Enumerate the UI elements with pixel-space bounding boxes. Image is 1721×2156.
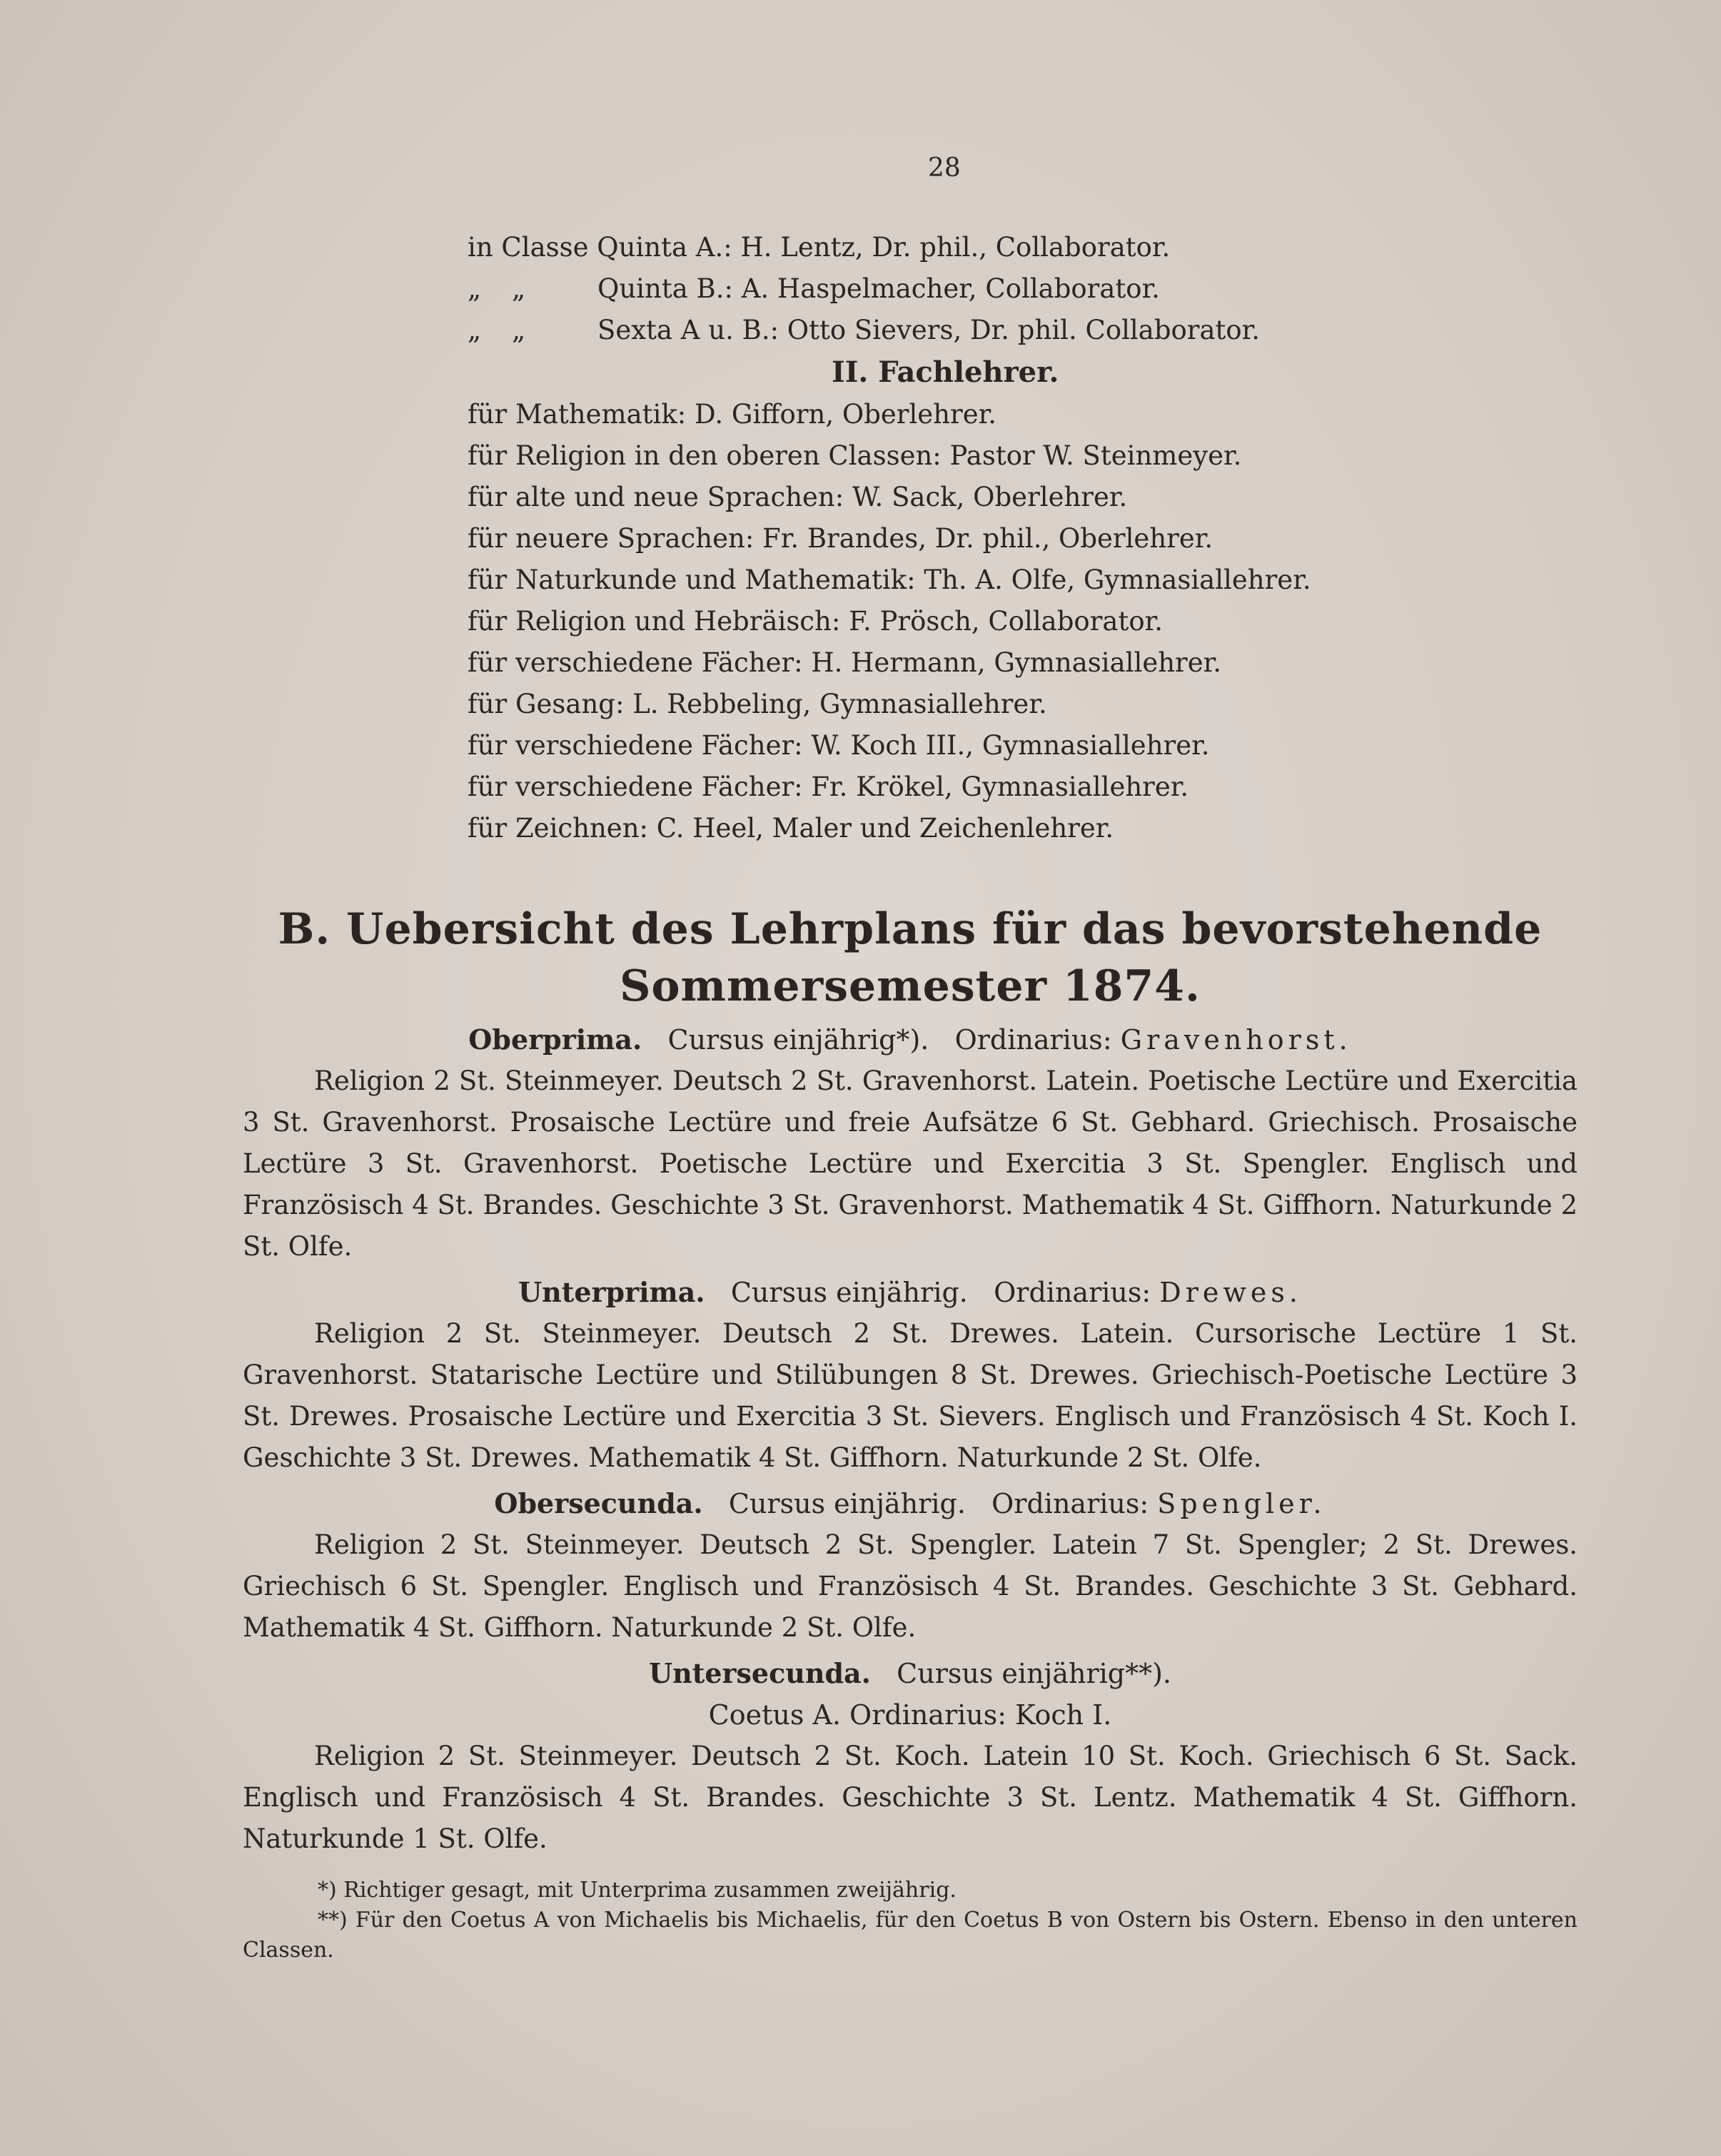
course-name: Oberprima.	[468, 1023, 642, 1056]
ordinarius-label: Ordinarius:	[954, 1024, 1112, 1056]
teacher-line: für verschiedene Fächer: W. Koch III., Gymnasiallehrer.	[468, 730, 1210, 761]
staff-text: Quinta A.: H. Lentz, Dr. phil., Collaborator.	[597, 232, 1171, 263]
course-heading	[243, 1272, 1578, 1313]
teacher-line: für neuere Sprachen: Fr. Brandes, Dr. phil., Oberlehrer.	[468, 523, 1213, 554]
ordinarius-name: Drewes.	[1159, 1277, 1302, 1308]
course-heading	[243, 1653, 1578, 1694]
footnote: *) Richtiger gesagt, mit Unterprima zusammen zweijährig.	[318, 1878, 957, 1903]
teacher-line: für Mathematik: D. Gifforn, Oberlehrer.	[468, 399, 996, 430]
footnote: **) Für den Coetus A von Michaelis bis Michaelis, für den Coetus B von Ostern bis Ostern. Ebenso in den unteren Classen.	[243, 1908, 1578, 1963]
teacher-line: für Religion und Hebräisch: F. Prösch, Collaborator.	[468, 606, 1163, 637]
ditto-mark: „	[512, 273, 526, 304]
section-title: Sommersemester 1874.	[620, 961, 1201, 1011]
course-info: Cursus einjährig.	[728, 1488, 966, 1519]
staff-text: Quinta B.: A. Haspelmacher, Collaborator.	[597, 273, 1160, 304]
course-heading	[243, 1019, 1578, 1061]
course-name: Untersecunda.	[649, 1657, 871, 1689]
staff-line	[468, 227, 1467, 268]
ditto-mark: „	[468, 315, 482, 345]
subsection-heading: II. Fachlehrer.	[832, 355, 1059, 389]
staff-list	[468, 227, 1467, 849]
course-name: Obersecunda.	[494, 1487, 703, 1519]
teacher-line: für alte und neue Sprachen: W. Sack, Oberlehrer.	[468, 482, 1128, 512]
page-number: 28	[928, 153, 961, 183]
course-text: Religion 2 St. Steinmeyer. Deutsch 2 St. Spengler. Latein 7 St. Spengler; 2 St. Drewes. Griechisch 6 St. Spengler. Englisch und Französisch 4 St. Brandes. Geschichte 3 St. Gebhard. Mathematik 4 St. Giffhorn. Naturkunde 2 St. Olfe.	[243, 1529, 1578, 1643]
ditto-mark: „	[468, 273, 482, 304]
ditto-mark: „	[512, 315, 526, 345]
teacher-line: für verschiedene Fächer: Fr. Krökel, Gymnasiallehrer.	[468, 771, 1189, 802]
course-name: Unterprima.	[518, 1276, 705, 1308]
teacher-line: für verschiedene Fächer: H. Hermann, Gymnasiallehrer.	[468, 647, 1222, 678]
teacher-line: für Religion in den oberen Classen: Pastor W. Steinmeyer.	[468, 440, 1242, 471]
course-text: Religion 2 St. Steinmeyer. Deutsch 2 St. Drewes. Latein. Cursorische Lectüre 1 St. Gravenhorst. Statarische Lectüre und Stilübungen 8 St. Drewes. Griechisch-Poetische Lectüre 3 St. Drewes. Prosaische Lectüre und Exercitia 3 St. Sievers. Englisch und Französisch 4 St. Koch I. Geschichte 3 St. Drewes. Mathematik 4 St. Giffhorn. Naturkunde 2 St. Olfe.	[243, 1318, 1578, 1473]
ordinarius-name: Gravenhorst.	[1120, 1024, 1352, 1056]
curriculum-section	[243, 901, 1578, 1965]
course-info: Cursus einjährig.	[730, 1277, 968, 1308]
staff-line	[468, 268, 1467, 310]
course-text: Religion 2 St. Steinmeyer. Deutsch 2 St. Gravenhorst. Latein. Poetische Lectüre und Exercitia 3 St. Gravenhorst. Prosaische Lectüre und freie Aufsätze 6 St. Gebhard. Griechisch. Prosaische Lectüre 3 St. Gravenhorst. Poetische Lectüre und Exercitia 3 St. Spengler. Englisch und Französisch 4 St. Brandes. Geschichte 3 St. Gravenhorst. Mathematik 4 St. Giffhorn. Naturkunde 2 St. Olfe.	[243, 1066, 1578, 1262]
ordinarius-label: Ordinarius:	[994, 1277, 1151, 1308]
course-info: Cursus einjährig**).	[897, 1658, 1171, 1689]
teacher-line: für Naturkunde und Mathematik: Th. A. Olfe, Gymnasiallehrer.	[468, 565, 1311, 595]
teacher-line: für Zeichnen: C. Heel, Maler und Zeichenlehrer.	[468, 813, 1114, 844]
section-title: B. Uebersicht des Lehrplans für das bevorstehende	[278, 904, 1543, 954]
course-info: Cursus einjährig*).	[667, 1024, 929, 1056]
coetus-heading: Coetus A. Ordinarius: Koch I.	[708, 1699, 1112, 1731]
course-heading	[243, 1483, 1578, 1524]
teacher-line: für Gesang: L. Rebbeling, Gymnasiallehrer.	[468, 689, 1047, 719]
staff-text: Sexta A u. B.: Otto Sievers, Dr. phil. Collaborator.	[597, 315, 1261, 345]
course-text: Religion 2 St. Steinmeyer. Deutsch 2 St. Koch. Latein 10 St. Koch. Griechisch 6 St. Sack. Englisch und Französisch 4 St. Brandes. Geschichte 3 St. Lentz. Mathematik 4 St. Giffhorn. Naturkunde 1 St. Olfe.	[243, 1741, 1578, 1854]
staff-prefix: in Classe	[468, 232, 589, 263]
staff-line	[468, 310, 1467, 351]
ordinarius-label: Ordinarius:	[991, 1488, 1149, 1519]
ordinarius-name: Spengler.	[1157, 1488, 1326, 1519]
